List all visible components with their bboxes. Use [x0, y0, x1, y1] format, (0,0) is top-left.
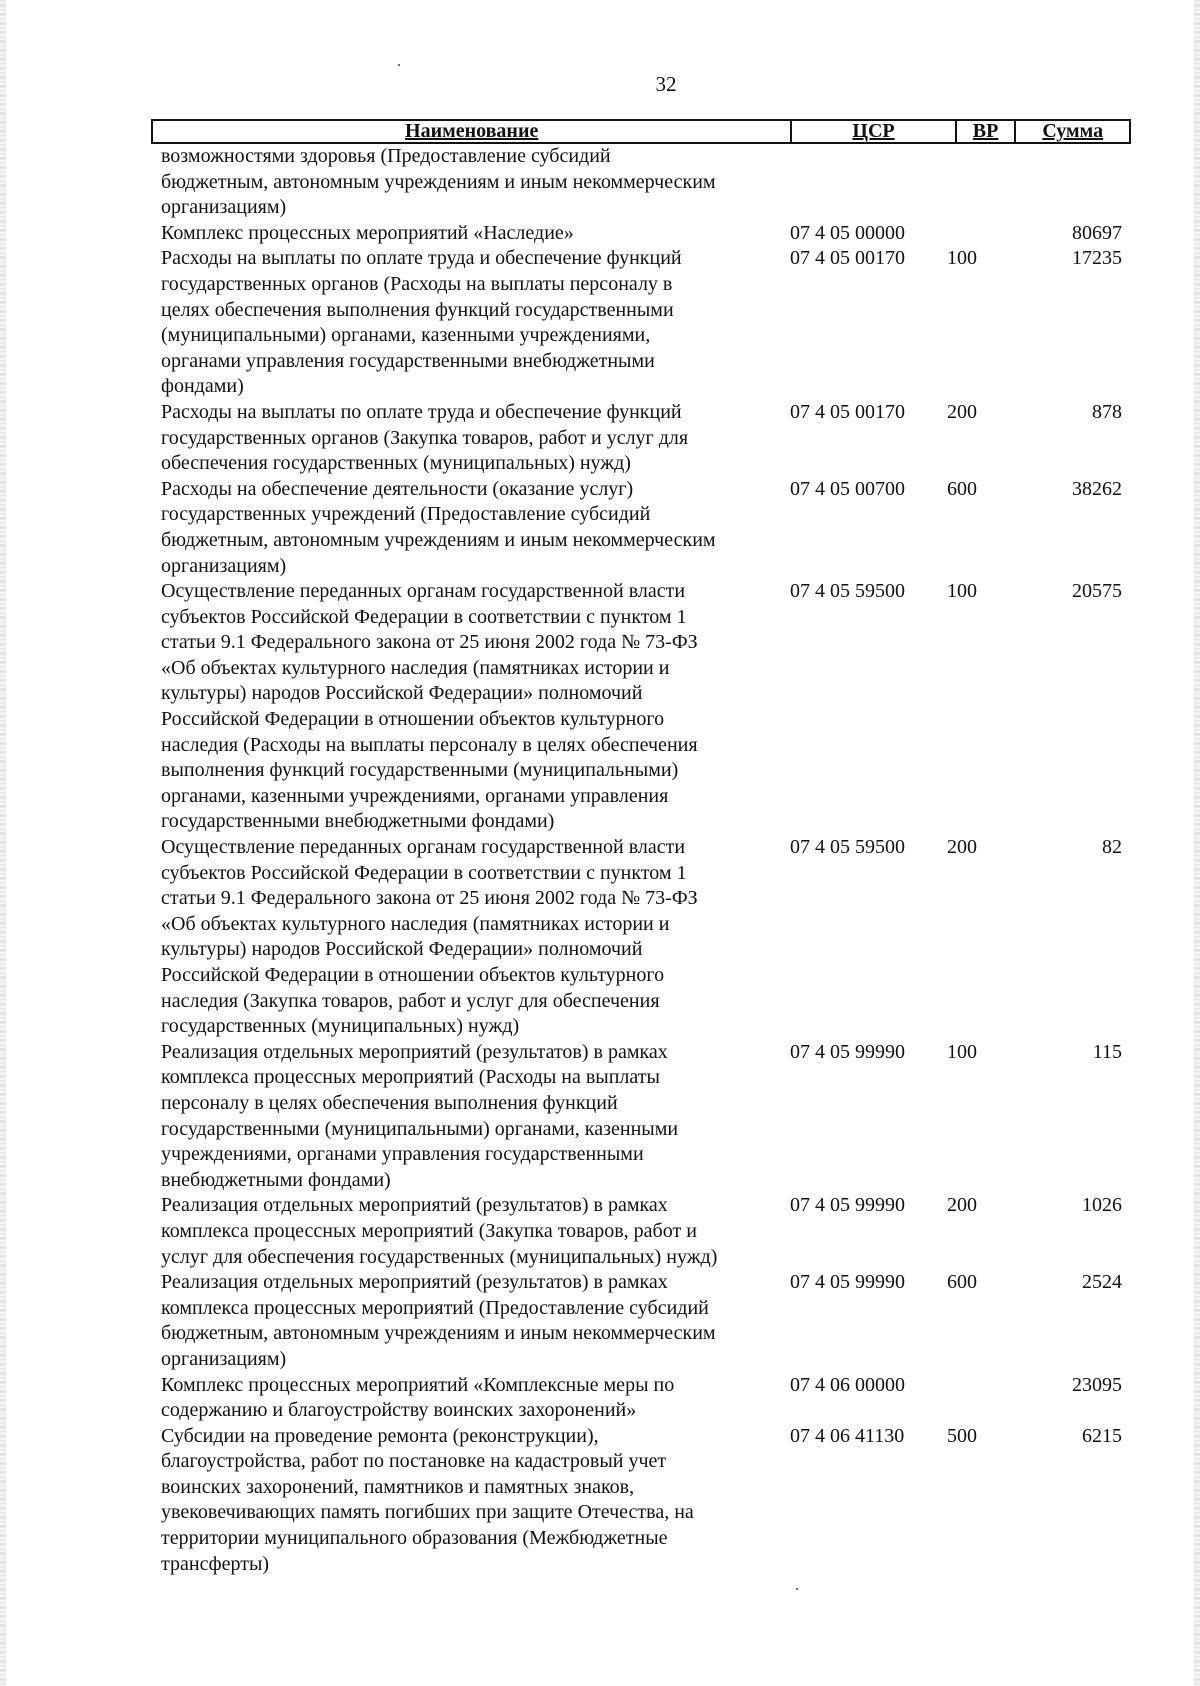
row-name-line: Комплекс процессных мероприятий «Комплексные меры по — [161, 1373, 675, 1396]
row-vr: 200 — [947, 1194, 977, 1217]
row-name — [151, 1373, 786, 1424]
row-name-line: «Об объектах культурного наследия (памятниках истории и — [161, 912, 670, 935]
row-name-line: (муниципальными) органами, казенными учреждениями, — [161, 324, 651, 347]
row-csr: 07 4 06 00000 — [790, 1373, 905, 1396]
row-name-line: территории муниципального образования (Межбюджетные — [161, 1527, 668, 1550]
row-name-line: Реализация отдельных мероприятий (результатов) в рамках — [161, 1271, 668, 1294]
row-name-line: Российской Федерации в отношении объектов культурного — [161, 708, 665, 731]
row-name-line: обеспечения государственных (муниципальных) нужд) — [161, 452, 631, 475]
row-name — [151, 477, 786, 579]
row-sum: 38262 — [1072, 477, 1122, 500]
row-sum: 6215 — [1082, 1424, 1122, 1447]
row-name-line: Российской Федерации в отношении объектов культурного — [161, 964, 665, 986]
row-name-line: комплекса процессных мероприятий (Закупка товаров, работ и — [161, 1219, 697, 1242]
row-name-line: «Об объектах культурного наследия (памятниках истории и — [161, 656, 670, 679]
row-vr: 500 — [947, 1424, 977, 1447]
budget-table — [151, 119, 1131, 1577]
row-csr: 07 4 06 41130 — [790, 1424, 905, 1447]
table-row — [151, 1193, 1131, 1270]
row-name-line: персоналу в целях обеспечения выполнения функций — [161, 1091, 618, 1114]
row-name-line: целях обеспечения выполнения функций государственными — [161, 298, 674, 321]
row-name-line: организациям) — [161, 554, 287, 577]
row-vr — [945, 1373, 1007, 1424]
table-row — [151, 477, 1131, 579]
row-name-line: государственными (муниципальными) органами, казенными — [161, 1117, 679, 1140]
row-name-line: организациям) — [161, 196, 287, 219]
table-row — [151, 221, 1131, 247]
row-sum: 1026 — [1082, 1194, 1122, 1217]
row-sum: 80697 — [1072, 221, 1122, 244]
row-name-line: государственных (муниципальных) нужд) — [161, 1015, 520, 1038]
row-csr: 07 4 05 00170 — [790, 247, 905, 270]
row-csr: 07 4 05 00000 — [790, 221, 905, 244]
table-row — [151, 400, 1131, 477]
row-name-line: услуг для обеспечения государственных (муниципальных) нужд) — [161, 1245, 718, 1268]
table-row — [151, 1040, 1131, 1194]
row-vr: 200 — [947, 400, 977, 423]
scan-speck — [796, 1588, 798, 1590]
scan-speck — [398, 64, 400, 66]
row-csr: 07 4 05 59500 — [790, 836, 905, 859]
row-name-line: внебюджетными фондами) — [161, 1168, 391, 1191]
row-name-line: Расходы на выплаты по оплате труда и обеспечение функций — [161, 400, 682, 423]
table-row — [151, 246, 1131, 400]
row-vr: 600 — [947, 1271, 977, 1294]
header-sum: Сумма — [1014, 121, 1129, 142]
row-name-line: Осуществление переданных органам государственной власти — [161, 580, 686, 603]
row-vr: 100 — [947, 580, 977, 603]
row-name-line: субъектов Российской Федерации в соответствии с пунктом 1 — [161, 861, 687, 884]
row-name-line: комплекса процессных мероприятий (Предоставление субсидий — [161, 1296, 709, 1319]
row-sum: 17235 — [1072, 247, 1122, 270]
row-name-line: органами, казенными учреждениями, органами управления — [161, 784, 669, 807]
row-name-line: Реализация отдельных мероприятий (результатов) в рамках — [161, 1040, 668, 1063]
row-csr: 07 4 05 00170 — [790, 400, 905, 423]
row-sum: 23095 — [1072, 1373, 1122, 1396]
row-name — [151, 246, 786, 400]
row-name-line: государственных учреждений (Предоставление субсидий — [161, 503, 651, 526]
table-body — [151, 144, 1131, 1577]
row-name-line: Расходы на обеспечение деятельности (оказание услуг) — [161, 477, 634, 500]
row-name-line: наследия (Расходы на выплаты персоналу в целях обеспечения — [161, 733, 698, 756]
row-name-line: выполнения функций государственными (муниципальными) — [161, 759, 679, 782]
row-name-line: наследия (Закупка товаров, работ и услуг для обеспечения — [161, 989, 660, 1012]
row-name — [151, 1424, 786, 1578]
row-name-line: государственными внебюджетными фондами) — [161, 810, 555, 833]
table-row — [151, 579, 1131, 835]
row-csr: 07 4 05 99990 — [790, 1271, 905, 1294]
row-vr: 100 — [947, 247, 977, 270]
table-header — [151, 119, 1131, 144]
row-name-line: Субсидии на проведение ремонта (реконструкции), — [161, 1424, 599, 1447]
row-sum: 878 — [1092, 400, 1122, 423]
row-name-line: бюджетным, автономным учреждениям и иным некоммерческим — [161, 170, 716, 193]
row-name-line: трансферты) — [161, 1552, 270, 1575]
row-name-line: Комплекс процессных мероприятий «Наследие» — [161, 221, 574, 244]
scan-edge-right — [1194, 0, 1200, 1686]
row-vr — [945, 221, 1007, 247]
table-row — [151, 1373, 1131, 1424]
row-name — [151, 144, 786, 221]
row-name-line: воинских захоронений, памятников и памятных знаков, — [161, 1475, 635, 1498]
row-vr: 200 — [947, 836, 977, 859]
table-row — [151, 144, 1131, 221]
row-name-line: субъектов Российской Федерации в соответствии с пунктом 1 — [161, 605, 687, 628]
row-name-line: учреждениями, органами управления государственными — [161, 1143, 644, 1166]
row-name-line: комплекса процессных мероприятий (Расходы на выплаты — [161, 1066, 660, 1089]
table-row — [151, 1270, 1131, 1372]
row-sum: 82 — [1102, 836, 1122, 859]
row-vr — [945, 144, 1007, 221]
row-name-line: бюджетным, автономным учреждениям и иным некоммерческим — [161, 528, 716, 551]
row-name — [151, 1193, 786, 1270]
row-csr: 07 4 05 00700 — [790, 477, 905, 500]
table-row — [151, 835, 1131, 1040]
header-name: Наименование — [405, 120, 539, 142]
row-sum: 20575 — [1072, 580, 1122, 603]
row-vr: 100 — [947, 1040, 977, 1063]
row-name — [151, 400, 786, 477]
row-sum: 115 — [1092, 1040, 1122, 1063]
row-vr: 600 — [947, 477, 977, 500]
row-name — [151, 1270, 786, 1372]
row-name-line: органами управления государственными внебюджетными — [161, 349, 655, 372]
row-name-line: статьи 9.1 Федерального закона от 25 июня 2002 года № 73-ФЗ — [161, 631, 698, 654]
row-name-line: Осуществление переданных органам государственной власти — [161, 836, 686, 859]
row-name-line: бюджетным, автономным учреждениям и иным некоммерческим — [161, 1322, 716, 1345]
row-csr: 07 4 05 99990 — [790, 1194, 905, 1217]
table-row — [151, 1424, 1131, 1578]
row-csr: 07 4 05 59500 — [790, 580, 905, 603]
row-name-line: благоустройства, работ по постановке на кадастровый учет — [161, 1450, 667, 1473]
row-name-line: Расходы на выплаты по оплате труда и обеспечение функций — [161, 247, 682, 270]
row-name-line: государственных органов (Расходы на выплаты персоналу в — [161, 272, 673, 295]
row-name-line: культуры) народов Российской Федерации» полномочий — [161, 938, 643, 961]
row-name-line: статьи 9.1 Федерального закона от 25 июня 2002 года № 73-ФЗ — [161, 887, 698, 910]
row-name — [151, 1040, 786, 1194]
header-csr: ЦСР — [790, 121, 954, 142]
row-csr — [786, 144, 945, 221]
row-name-line: Реализация отдельных мероприятий (результатов) в рамках — [161, 1194, 668, 1217]
row-name-line: организациям) — [161, 1347, 287, 1370]
page-number: 32 — [655, 72, 677, 96]
header-vr: ВР — [955, 121, 1015, 142]
row-name-line: увековечивающих память погибших при защите Отечества, на — [161, 1501, 694, 1524]
row-csr: 07 4 05 99990 — [790, 1040, 905, 1063]
row-name — [151, 835, 786, 1040]
row-name-line: государственных органов (Закупка товаров, работ и услуг для — [161, 426, 689, 449]
row-sum: 2524 — [1082, 1271, 1122, 1294]
row-sum — [1007, 144, 1126, 221]
row-name-line: культуры) народов Российской Федерации» полномочий — [161, 682, 643, 705]
row-name-line: содержанию и благоустройству воинских захоронений» — [161, 1399, 637, 1422]
row-name-line: фондами) — [161, 375, 244, 398]
row-name — [151, 579, 786, 835]
row-name — [151, 221, 786, 247]
row-name-line: возможностями здоровья (Предоставление субсидий — [161, 145, 611, 167]
scan-edge-left — [0, 0, 6, 1686]
